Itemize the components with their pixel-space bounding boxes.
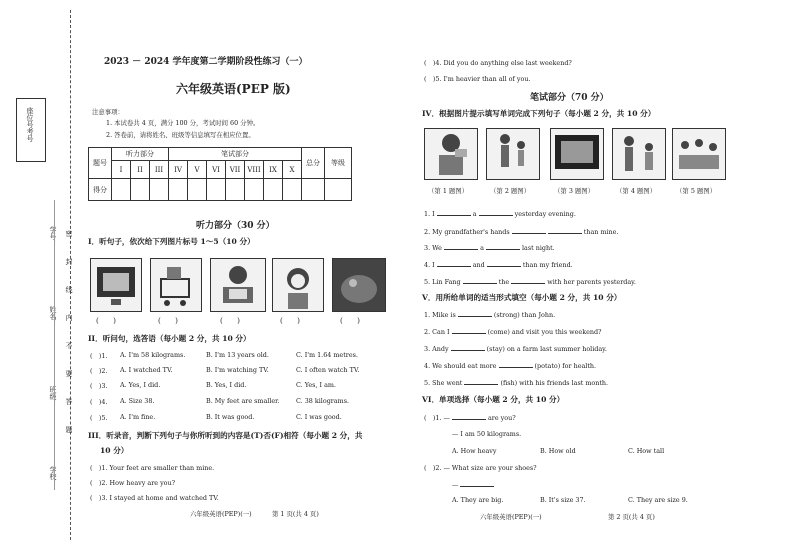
blank[interactable]: [486, 243, 520, 250]
sentence-end: last night.: [521, 244, 555, 252]
blank[interactable]: [444, 243, 478, 250]
numeral-cell: II: [131, 161, 150, 179]
section-6-heading: VI．单项选择（每小题 2 分，共 10 分）: [422, 395, 565, 404]
picture-tv: [90, 258, 142, 312]
picture-film: [550, 128, 604, 180]
option-b[interactable]: B. How old: [540, 447, 576, 455]
seat-number-label: 座位号考号: [26, 107, 34, 142]
picture-grandfather: [486, 128, 540, 180]
answer-bracket[interactable]: ( ): [220, 316, 240, 325]
mc-answer-line: — I am 50 kilograms.: [452, 430, 522, 438]
footer-left-subject: 六年级英语(PEP)(一): [190, 510, 252, 518]
picture-caption: （第 1 题图）: [428, 187, 469, 195]
numeral-cell: IX: [264, 161, 283, 179]
written-title: 笔试部分（70 分）: [530, 93, 609, 103]
section-2-heading: II．听问句，选答语（每小题 2 分，共 10 分）: [88, 334, 251, 343]
picture-caption: （第 5 题图）: [676, 187, 717, 195]
sentence-start: 3. We: [424, 244, 442, 252]
sentence-end: than my friend.: [522, 261, 573, 269]
option-b: B. I'm 13 years old.: [206, 351, 269, 359]
score-cell[interactable]: [150, 179, 169, 201]
blank[interactable]: [452, 327, 486, 334]
writing-group-header: 笔试部分: [169, 148, 302, 161]
listening-item-4[interactable]: ( )4. Did you do anything else last weekend?: [424, 59, 572, 67]
seal-mark: 答: [65, 398, 73, 405]
mc-answer-line: [452, 480, 494, 489]
exam-title: 2023 － 2024 学年度第二学期阶段性练习（一）: [104, 57, 308, 67]
sentence-start: 1. Mike is: [424, 311, 456, 319]
blank[interactable]: [463, 277, 497, 284]
blank[interactable]: [464, 378, 498, 385]
blank[interactable]: [452, 413, 486, 420]
blank[interactable]: [437, 260, 471, 267]
blank[interactable]: [451, 344, 485, 351]
footer-left-page: 第 1 页(共 4 页): [272, 510, 319, 518]
seal-mark: 题: [65, 426, 73, 433]
picture-caption: （第 2 题图）: [490, 187, 531, 195]
sentence-start: 3. Andy: [424, 345, 449, 353]
option-a[interactable]: A. They are big.: [452, 496, 504, 504]
score-row-label: 得分: [89, 179, 112, 201]
seal-mark: 密: [65, 230, 73, 237]
sentence-mid: and: [472, 261, 485, 269]
form-sentence: [424, 361, 596, 370]
option-a: A. Yes, I did.: [120, 381, 161, 389]
section-4-heading: IV．根据图片提示填写单词完成下列句子（每小题 2 分，共 10 分）: [422, 109, 656, 118]
option-b[interactable]: B. It's size 37.: [540, 496, 586, 504]
mc-question-1[interactable]: [424, 413, 516, 422]
sentence-start: 2. Can I: [424, 328, 450, 336]
sentence-start: 4. We should eat more: [424, 362, 497, 370]
fill-sentence: [424, 243, 555, 252]
option-a: A. I watched TV.: [120, 366, 173, 374]
option-a[interactable]: A. How heavy: [452, 447, 497, 455]
option-b: B. It was good.: [206, 413, 255, 421]
tf-item[interactable]: ( )3. I stayed at home and watched TV.: [90, 494, 219, 502]
item-number[interactable]: ( )3.: [90, 382, 108, 390]
total-header: 总分: [302, 148, 325, 179]
sentence-start: 5. She went: [424, 379, 463, 387]
sentence-end: (strong) than John.: [493, 311, 556, 319]
sentence-start: 2. My grandfather's hands: [424, 228, 510, 236]
answer-bracket[interactable]: ( ): [158, 316, 178, 325]
seal-mark: 线: [65, 286, 73, 293]
form-sentence: [424, 310, 555, 319]
footer-right-subject: 六年级英语(PEP)(一): [480, 513, 542, 521]
score-cell[interactable]: [188, 179, 207, 201]
form-sentence: [424, 344, 607, 353]
listening-group-header: 听力部分: [112, 148, 169, 161]
class-label: 班级：: [49, 386, 57, 407]
fill-sentence: [424, 227, 618, 236]
numeral-cell: I: [112, 161, 131, 179]
picture-reading: [210, 258, 266, 312]
option-a: A. Size 38.: [120, 397, 155, 405]
numeral-cell: V: [188, 161, 207, 179]
item-number[interactable]: ( )1.: [90, 352, 108, 360]
score-cell[interactable]: [245, 179, 264, 201]
item-number[interactable]: ( )5.: [90, 414, 108, 422]
sentence-start: 1. I: [424, 210, 435, 218]
mc-question-2[interactable]: ( )2. — What size are your shoes?: [424, 464, 537, 472]
sentence-end: (come) and visit you this weekend?: [487, 328, 602, 336]
blank[interactable]: [499, 361, 533, 368]
score-cell[interactable]: [302, 179, 325, 201]
option-c[interactable]: C. How tall: [628, 447, 665, 455]
answer-bracket[interactable]: ( ): [96, 316, 116, 325]
score-cell[interactable]: [131, 179, 150, 201]
picture-family: [672, 128, 726, 180]
blank[interactable]: [548, 227, 582, 234]
numeral-cell: IV: [169, 161, 188, 179]
name-label: 姓名：: [49, 306, 57, 327]
blank[interactable]: [460, 480, 494, 487]
picture-shopping: [150, 258, 202, 312]
score-cell[interactable]: [207, 179, 226, 201]
picture-girl: [272, 258, 324, 312]
sentence-mid: a: [480, 244, 484, 252]
grade-header: 等级: [325, 148, 352, 179]
listening-title: 听力部分（30 分）: [196, 221, 275, 231]
blank[interactable]: [479, 209, 513, 216]
binding-strip: [0, 0, 82, 549]
picture-dark-scene: [332, 258, 386, 312]
blank[interactable]: [512, 227, 546, 234]
score-cell[interactable]: [264, 179, 283, 201]
subject-title: 六年级英语(PEP 版): [176, 82, 291, 96]
option-a: A. I'm fine.: [120, 413, 156, 421]
picture-compare-height: [612, 128, 666, 180]
picture-caption: （第 4 题图）: [616, 187, 657, 195]
sentence-end: (fish) with his friends last month.: [500, 379, 609, 387]
answer-dash: —: [452, 481, 459, 489]
option-c: C. I often watch TV.: [296, 366, 360, 374]
section-5-heading: V．用所给单词的适当形式填空（每小题 2 分，共 10 分）: [422, 293, 622, 302]
fill-line: [54, 200, 55, 490]
numeral-cell: III: [150, 161, 169, 179]
option-b: B. Yes, I did.: [206, 381, 247, 389]
seal-mark: 封: [65, 258, 73, 265]
picture-caption: （第 3 题图）: [554, 187, 595, 195]
blank[interactable]: [458, 310, 492, 317]
sentence-end: (potato) for health.: [534, 362, 597, 370]
numeral-cell: VI: [207, 161, 226, 179]
option-b: B. My feet are smaller.: [206, 397, 280, 405]
school-label: 学校：: [49, 466, 57, 487]
option-c[interactable]: C. They are size 9.: [628, 496, 688, 504]
blank[interactable]: [437, 209, 471, 216]
notes-title: 注意事项：: [92, 108, 124, 116]
note-2: 2. 答卷前，请将姓名、班级等信息填写在相应位置。: [106, 131, 255, 139]
student-id-label: 学号：: [49, 226, 57, 247]
score-cell[interactable]: [325, 179, 352, 201]
picture-boy-eating: [424, 128, 478, 180]
answer-bracket[interactable]: ( ): [340, 316, 360, 325]
section-3-heading: III．听录音，判断下列句子与你所听到的内容是(T)否(F)相符（每小题 2 分，共: [88, 431, 363, 440]
fill-sentence: [424, 277, 636, 286]
numeral-cell: X: [283, 161, 302, 179]
option-c: C. I was good.: [296, 413, 342, 421]
sentence-end: with her parents yesterday.: [547, 278, 636, 286]
tf-item[interactable]: ( )2. How heavy are you?: [90, 479, 176, 487]
fill-sentence: [424, 209, 576, 218]
section-1-heading: I．听句子，依次给下列图片标号 1～5（10 分）: [88, 237, 255, 246]
score-cell[interactable]: [226, 179, 245, 201]
fill-sentence: [424, 260, 573, 269]
seal-mark: 内: [65, 314, 73, 321]
score-table: [88, 147, 352, 201]
listening-item-5[interactable]: ( )5. I'm heavier than all of you.: [424, 75, 531, 83]
tf-item[interactable]: ( )1. Your feet are smaller than mine.: [90, 464, 215, 472]
option-c: C. I'm 1.64 metres.: [296, 351, 358, 359]
item-number[interactable]: ( )4.: [90, 398, 108, 406]
option-b: B. I'm watching TV.: [206, 366, 269, 374]
answer-bracket[interactable]: ( ): [280, 316, 300, 325]
sentence-mid: the: [498, 278, 510, 286]
seal-mark: 不: [65, 342, 73, 349]
sentence-start: 5. Lin Fang: [424, 278, 461, 286]
blank[interactable]: [487, 260, 521, 267]
option-a: A. I'm 58 kilograms.: [120, 351, 186, 359]
footer-right-page: 第 2 页(共 4 页): [608, 513, 655, 521]
seal-mark: 要: [65, 370, 73, 377]
blank[interactable]: [511, 277, 545, 284]
score-cell[interactable]: [283, 179, 302, 201]
numeral-cell: VIII: [245, 161, 264, 179]
item-number[interactable]: ( )2.: [90, 367, 108, 375]
note-1: 1. 本试卷共 4 页，满分 100 分，考试时间 60 分钟。: [106, 119, 260, 127]
option-c: C. 38 kilograms.: [296, 397, 350, 405]
form-sentence: [424, 378, 608, 387]
numeral-cell: VII: [226, 161, 245, 179]
sentence-start: 4. I: [424, 261, 435, 269]
seat-number-box: [16, 98, 46, 162]
section-3-heading-cont: 10 分）: [100, 446, 129, 455]
sentence-end: than mine.: [583, 228, 619, 236]
fold-line: [70, 10, 71, 540]
question-number-header: 题号: [89, 148, 112, 179]
score-cell[interactable]: [169, 179, 188, 201]
question-start: ( )1. —: [424, 414, 450, 422]
sentence-end: yesterday evening.: [514, 210, 576, 218]
sentence-end: (stay) on a farm last summer holiday.: [486, 345, 607, 353]
question-end: are you?: [488, 414, 516, 422]
sentence-mid: a: [472, 210, 477, 218]
option-c: C. Yes, I am.: [296, 381, 336, 389]
score-cell[interactable]: [112, 179, 131, 201]
form-sentence: [424, 327, 602, 336]
